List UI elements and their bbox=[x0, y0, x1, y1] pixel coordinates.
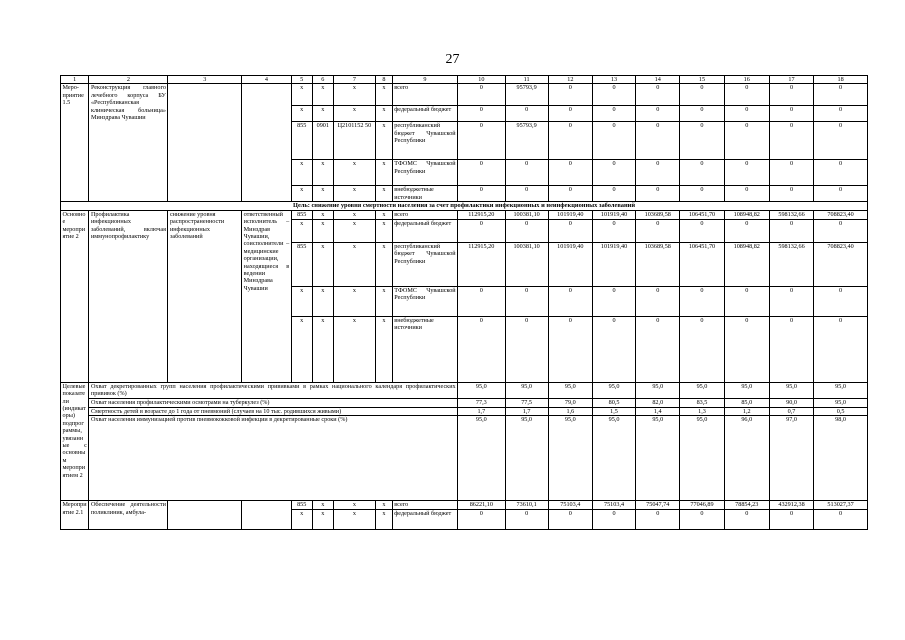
value-cell: 0 bbox=[769, 316, 813, 382]
value-cell: 75103,4 bbox=[548, 501, 592, 510]
value-cell: 0 bbox=[592, 160, 635, 186]
value-cell: x bbox=[375, 84, 392, 106]
value-cell: 0 bbox=[458, 106, 505, 122]
empty-cell bbox=[168, 501, 242, 530]
value-cell: x bbox=[291, 286, 312, 316]
value-cell: x bbox=[375, 122, 392, 160]
executor: ответственный исполнитель – Минздрав Чувашии, соисполнители – медицинские организации, находящиеся в ведении Минздрава Чувашии bbox=[242, 210, 292, 382]
value-cell: 0 bbox=[592, 106, 635, 122]
value-cell: Ц2101152 50 bbox=[333, 122, 375, 160]
value-cell: 0 bbox=[680, 316, 724, 382]
value-cell: 0 bbox=[814, 84, 868, 106]
column-header: 18 bbox=[814, 76, 868, 84]
value-cell: 0 bbox=[680, 160, 724, 186]
value-cell: 0 bbox=[769, 106, 813, 122]
value-cell: 0 bbox=[724, 106, 769, 122]
value-cell: x bbox=[291, 510, 312, 530]
value-cell: 112915,20 bbox=[458, 210, 505, 219]
goal-row bbox=[61, 202, 868, 210]
funding-source-cell: федеральный бюджет bbox=[392, 219, 457, 242]
table-row bbox=[61, 84, 868, 106]
indicator-name: Охват декретированных групп населения профилактическими прививками в рамках национального календаря профилактических прививок (%) bbox=[90, 382, 456, 398]
funding-source-cell: федеральный бюджет bbox=[392, 106, 457, 122]
table-row bbox=[61, 501, 868, 510]
value-cell: x bbox=[375, 242, 392, 286]
value-cell: x bbox=[291, 316, 312, 382]
value-cell: 0 bbox=[680, 122, 724, 160]
value-cell: 106451,70 bbox=[680, 210, 724, 219]
empty-cell bbox=[242, 501, 292, 530]
column-header: 6 bbox=[312, 76, 333, 84]
value-cell: 0 bbox=[680, 510, 724, 530]
column-header: 10 bbox=[458, 76, 505, 84]
value-cell: x bbox=[312, 501, 333, 510]
value-cell: 0 bbox=[548, 84, 592, 106]
column-header: 3 bbox=[168, 76, 242, 84]
indicator-value: 95,0 bbox=[548, 382, 592, 398]
value-cell: 0 bbox=[769, 219, 813, 242]
value-cell: 0 bbox=[548, 286, 592, 316]
indicator-value: 90,0 bbox=[769, 398, 813, 407]
funding-source-cell: всего bbox=[392, 84, 457, 106]
indicator-value: 95,0 bbox=[814, 398, 868, 407]
goal-heading: Цель: снижение уровня смертности населения за счет профилактики инфекционных и неинфекционных заболеваний bbox=[61, 202, 868, 210]
value-cell: x bbox=[375, 316, 392, 382]
value-cell: 0 bbox=[548, 122, 592, 160]
indicator-value: 95,0 bbox=[548, 416, 592, 501]
value-cell: x bbox=[312, 186, 333, 202]
budget-table bbox=[60, 75, 868, 530]
value-cell: x bbox=[333, 316, 375, 382]
value-cell: 0 bbox=[680, 84, 724, 106]
value-cell: 0 bbox=[592, 219, 635, 242]
expected-result: снижение уровня распространенности инфекционных заболеваний bbox=[168, 210, 242, 382]
indicator-value: 95,0 bbox=[505, 382, 548, 398]
measure-label: Меро-приятие 1.5 bbox=[61, 84, 89, 202]
value-cell: 0 bbox=[680, 286, 724, 316]
indicator-value: 85,0 bbox=[724, 398, 769, 407]
value-cell: 0 bbox=[458, 286, 505, 316]
value-cell: 0 bbox=[548, 316, 592, 382]
indicator-value: 1,3 bbox=[680, 407, 724, 415]
value-cell: 0 bbox=[458, 219, 505, 242]
value-cell: x bbox=[312, 510, 333, 530]
value-cell: x bbox=[333, 106, 375, 122]
value-cell: 0 bbox=[548, 219, 592, 242]
value-cell: 0 bbox=[592, 186, 635, 202]
indicators-label: Целевые показатели (индикаторы) подпрограммы, увязанные с основным мероприятием 2 bbox=[61, 382, 89, 500]
value-cell: 0 bbox=[769, 160, 813, 186]
value-cell: 855 bbox=[291, 242, 312, 286]
value-cell: 112915,20 bbox=[458, 242, 505, 286]
value-cell: x bbox=[375, 186, 392, 202]
value-cell: x bbox=[333, 186, 375, 202]
funding-source-cell: внебюджетные источники bbox=[392, 186, 457, 202]
value-cell: x bbox=[375, 106, 392, 122]
value-cell: x bbox=[333, 242, 375, 286]
indicator-value: 97,0 bbox=[769, 416, 813, 501]
indicator-row bbox=[61, 416, 868, 501]
value-cell: 0 bbox=[636, 219, 680, 242]
value-cell: 75047,74 bbox=[636, 501, 680, 510]
value-cell: 598132,66 bbox=[769, 210, 813, 219]
value-cell: x bbox=[333, 84, 375, 106]
value-cell: 0 bbox=[724, 186, 769, 202]
measure-label: Мероприятие 2.1 bbox=[61, 501, 89, 530]
value-cell: x bbox=[333, 210, 375, 219]
value-cell: 95793,9 bbox=[505, 122, 548, 160]
value-cell: x bbox=[312, 219, 333, 242]
indicator-row bbox=[61, 407, 868, 415]
value-cell: x bbox=[312, 106, 333, 122]
value-cell: 78854,23 bbox=[724, 501, 769, 510]
value-cell: 855 bbox=[291, 122, 312, 160]
value-cell: 0 bbox=[548, 186, 592, 202]
value-cell: 0 bbox=[505, 219, 548, 242]
column-header: 13 bbox=[592, 76, 635, 84]
value-cell: 0 bbox=[769, 186, 813, 202]
value-cell: 0 bbox=[724, 84, 769, 106]
value-cell: 855 bbox=[291, 501, 312, 510]
indicator-value: 1,7 bbox=[505, 407, 548, 415]
value-cell: x bbox=[375, 219, 392, 242]
value-cell: 0 bbox=[505, 160, 548, 186]
indicator-value: 95,0 bbox=[814, 382, 868, 398]
column-header: 11 bbox=[505, 76, 548, 84]
value-cell: x bbox=[312, 210, 333, 219]
indicator-value: 1,4 bbox=[636, 407, 680, 415]
column-header: 4 bbox=[242, 76, 292, 84]
indicator-value: 1,7 bbox=[458, 407, 505, 415]
indicator-value: 79,0 bbox=[548, 398, 592, 407]
value-cell: x bbox=[291, 84, 312, 106]
value-cell: x bbox=[375, 286, 392, 316]
value-cell: 75103,4 bbox=[592, 501, 635, 510]
value-cell: 432912,38 bbox=[769, 501, 813, 510]
column-header: 5 bbox=[291, 76, 312, 84]
value-cell: 100381,10 bbox=[505, 242, 548, 286]
value-cell: x bbox=[291, 106, 312, 122]
indicator-row bbox=[61, 398, 868, 407]
indicator-value: 77,3 bbox=[458, 398, 505, 407]
value-cell: 708823,40 bbox=[814, 242, 868, 286]
value-cell: 0 bbox=[769, 84, 813, 106]
value-cell: 855 bbox=[291, 210, 312, 219]
value-cell: x bbox=[291, 186, 312, 202]
indicator-value: 95,0 bbox=[769, 382, 813, 398]
value-cell: x bbox=[312, 160, 333, 186]
value-cell: 0 bbox=[548, 160, 592, 186]
value-cell: 101919,40 bbox=[592, 210, 635, 219]
indicator-value: 1,5 bbox=[592, 407, 635, 415]
value-cell: 106451,70 bbox=[680, 242, 724, 286]
empty-cell bbox=[242, 84, 292, 202]
value-cell: 0 bbox=[592, 84, 635, 106]
value-cell: x bbox=[312, 316, 333, 382]
value-cell: 0 bbox=[814, 286, 868, 316]
value-cell: 0 bbox=[636, 122, 680, 160]
value-cell: 0 bbox=[814, 122, 868, 160]
value-cell: 0 bbox=[769, 286, 813, 316]
column-header: 17 bbox=[769, 76, 813, 84]
value-cell: 86221,10 bbox=[458, 501, 505, 510]
column-header: 14 bbox=[636, 76, 680, 84]
value-cell: 0 bbox=[724, 122, 769, 160]
value-cell: 0 bbox=[636, 84, 680, 106]
column-header: 16 bbox=[724, 76, 769, 84]
measure-title: Профилактика инфекционных заболеваний, включая иммунопрофилактику bbox=[89, 210, 168, 382]
value-cell: 0 bbox=[505, 106, 548, 122]
value-cell: 0 bbox=[769, 510, 813, 530]
measure-title: Реконструкция главного лечебного корпуса БУ «Республиканская клиническая больница» Минздрава Чувашии bbox=[89, 84, 168, 202]
value-cell: 0 bbox=[680, 186, 724, 202]
value-cell: 0 bbox=[814, 186, 868, 202]
indicator-value: 95,0 bbox=[505, 416, 548, 501]
indicator-value: 98,0 bbox=[814, 416, 868, 501]
indicator-value: 82,0 bbox=[636, 398, 680, 407]
column-header: 7 bbox=[333, 76, 375, 84]
value-cell: 0 bbox=[458, 84, 505, 106]
indicator-value: 96,0 bbox=[724, 416, 769, 501]
indicator-row bbox=[61, 382, 868, 398]
indicator-value: 95,0 bbox=[680, 382, 724, 398]
value-cell: 101919,40 bbox=[548, 242, 592, 286]
header-row bbox=[61, 76, 868, 84]
value-cell: 0 bbox=[636, 106, 680, 122]
value-cell: 0 bbox=[458, 160, 505, 186]
indicator-value: 95,0 bbox=[680, 416, 724, 501]
indicator-name: Смертность детей в возрасте до 1 года от пневмоний (случаев на 10 тыс. родившихся живыми) bbox=[89, 407, 458, 415]
value-cell: x bbox=[333, 286, 375, 316]
value-cell: x bbox=[312, 242, 333, 286]
value-cell: 0 bbox=[724, 160, 769, 186]
value-cell: x bbox=[312, 84, 333, 106]
indicator-value: 95,0 bbox=[724, 382, 769, 398]
value-cell: x bbox=[375, 160, 392, 186]
column-header: 8 bbox=[375, 76, 392, 84]
indicator-value: 1,6 bbox=[548, 407, 592, 415]
funding-source-cell: ТФОМС Чувашской Республики bbox=[392, 160, 457, 186]
value-cell: 0 bbox=[505, 286, 548, 316]
value-cell: 708823,40 bbox=[814, 210, 868, 219]
value-cell: x bbox=[333, 160, 375, 186]
value-cell: 0 bbox=[592, 286, 635, 316]
value-cell: 0 bbox=[724, 286, 769, 316]
value-cell: 0 bbox=[505, 186, 548, 202]
funding-source-cell: внебюджетные источники bbox=[392, 316, 457, 382]
column-header: 1 bbox=[61, 76, 89, 84]
value-cell: 0 bbox=[769, 122, 813, 160]
value-cell: 77046,89 bbox=[680, 501, 724, 510]
value-cell: 0 bbox=[592, 316, 635, 382]
value-cell: 0 bbox=[724, 510, 769, 530]
value-cell: 0 bbox=[636, 510, 680, 530]
indicator-value: 83,5 bbox=[680, 398, 724, 407]
value-cell: 0 bbox=[636, 186, 680, 202]
value-cell: 0 bbox=[458, 510, 505, 530]
value-cell: 0 bbox=[458, 316, 505, 382]
value-cell: x bbox=[375, 210, 392, 219]
value-cell: 0 bbox=[636, 160, 680, 186]
indicator-value: 95,0 bbox=[592, 416, 635, 501]
indicator-value: 1,2 bbox=[724, 407, 769, 415]
indicator-name: Охват населения профилактическими осмотрами на туберкулез (%) bbox=[89, 398, 458, 407]
indicator-value: 95,0 bbox=[636, 416, 680, 501]
value-cell: 0 bbox=[814, 160, 868, 186]
funding-source-cell: ТФОМС Чувашской Республики bbox=[392, 286, 457, 316]
funding-source-cell: республиканский бюджет Чувашской Республики bbox=[392, 242, 457, 286]
indicator-value: 77,5 bbox=[505, 398, 548, 407]
funding-source-cell: всего bbox=[392, 501, 457, 510]
value-cell: x bbox=[333, 501, 375, 510]
page-number: 27 bbox=[445, 52, 460, 67]
value-cell: 0 bbox=[458, 186, 505, 202]
funding-source-cell: всего bbox=[392, 210, 457, 219]
funding-source-cell: республиканский бюджет Чувашской Республики bbox=[392, 122, 457, 160]
value-cell: x bbox=[291, 160, 312, 186]
value-cell: 0 bbox=[458, 122, 505, 160]
indicator-value: 0,7 bbox=[769, 407, 813, 415]
value-cell: 0 bbox=[636, 316, 680, 382]
value-cell: 0 bbox=[680, 219, 724, 242]
value-cell: 0 bbox=[636, 286, 680, 316]
value-cell: 95793,9 bbox=[505, 84, 548, 106]
value-cell: x bbox=[312, 286, 333, 316]
value-cell: 0 bbox=[592, 510, 635, 530]
measure-label: Основное мероприятие 2 bbox=[61, 210, 89, 382]
measure-title: Обеспечение деятельности поликлиник, амбула- bbox=[89, 501, 168, 530]
value-cell: 103689,58 bbox=[636, 242, 680, 286]
value-cell: 0 bbox=[505, 510, 548, 530]
indicator-name: Охват населения иммунизацией против пневмококковой инфекции в декретированные сроки (%) bbox=[89, 416, 458, 501]
value-cell: 0 bbox=[548, 106, 592, 122]
value-cell: x bbox=[333, 219, 375, 242]
value-cell: x bbox=[375, 510, 392, 530]
value-cell: x bbox=[333, 510, 375, 530]
value-cell: 73610,1 bbox=[505, 501, 548, 510]
value-cell: 0 bbox=[548, 510, 592, 530]
value-cell: 0 bbox=[724, 219, 769, 242]
value-cell: 100381,10 bbox=[505, 210, 548, 219]
indicator-value: 95,0 bbox=[636, 382, 680, 398]
column-header: 9 bbox=[392, 76, 457, 84]
indicator-value: 95,0 bbox=[458, 416, 505, 501]
table-row bbox=[61, 210, 868, 219]
value-cell: 101919,40 bbox=[548, 210, 592, 219]
column-header: 15 bbox=[680, 76, 724, 84]
value-cell: 108948,82 bbox=[724, 242, 769, 286]
value-cell: 0 bbox=[592, 122, 635, 160]
value-cell: 0 bbox=[814, 510, 868, 530]
indicator-value: 0,5 bbox=[814, 407, 868, 415]
value-cell: 0901 bbox=[312, 122, 333, 160]
empty-cell bbox=[168, 84, 242, 202]
value-cell: 0 bbox=[814, 219, 868, 242]
value-cell: 0 bbox=[505, 316, 548, 382]
value-cell: 0 bbox=[814, 106, 868, 122]
value-cell: 101919,40 bbox=[592, 242, 635, 286]
value-cell: 0 bbox=[814, 316, 868, 382]
indicator-value: 95,0 bbox=[592, 382, 635, 398]
value-cell: 598132,66 bbox=[769, 242, 813, 286]
value-cell: 103689,58 bbox=[636, 210, 680, 219]
value-cell: 0 bbox=[680, 106, 724, 122]
funding-source-cell: федеральный бюджет bbox=[392, 510, 457, 530]
column-header: 2 bbox=[89, 76, 168, 84]
value-cell: 0 bbox=[724, 316, 769, 382]
value-cell: 108948,82 bbox=[724, 210, 769, 219]
value-cell: x bbox=[375, 501, 392, 510]
indicator-value: 95,0 bbox=[458, 382, 505, 398]
column-header: 12 bbox=[548, 76, 592, 84]
indicator-value: 80,5 bbox=[592, 398, 635, 407]
value-cell: 513027,37 bbox=[814, 501, 868, 510]
value-cell: x bbox=[291, 219, 312, 242]
